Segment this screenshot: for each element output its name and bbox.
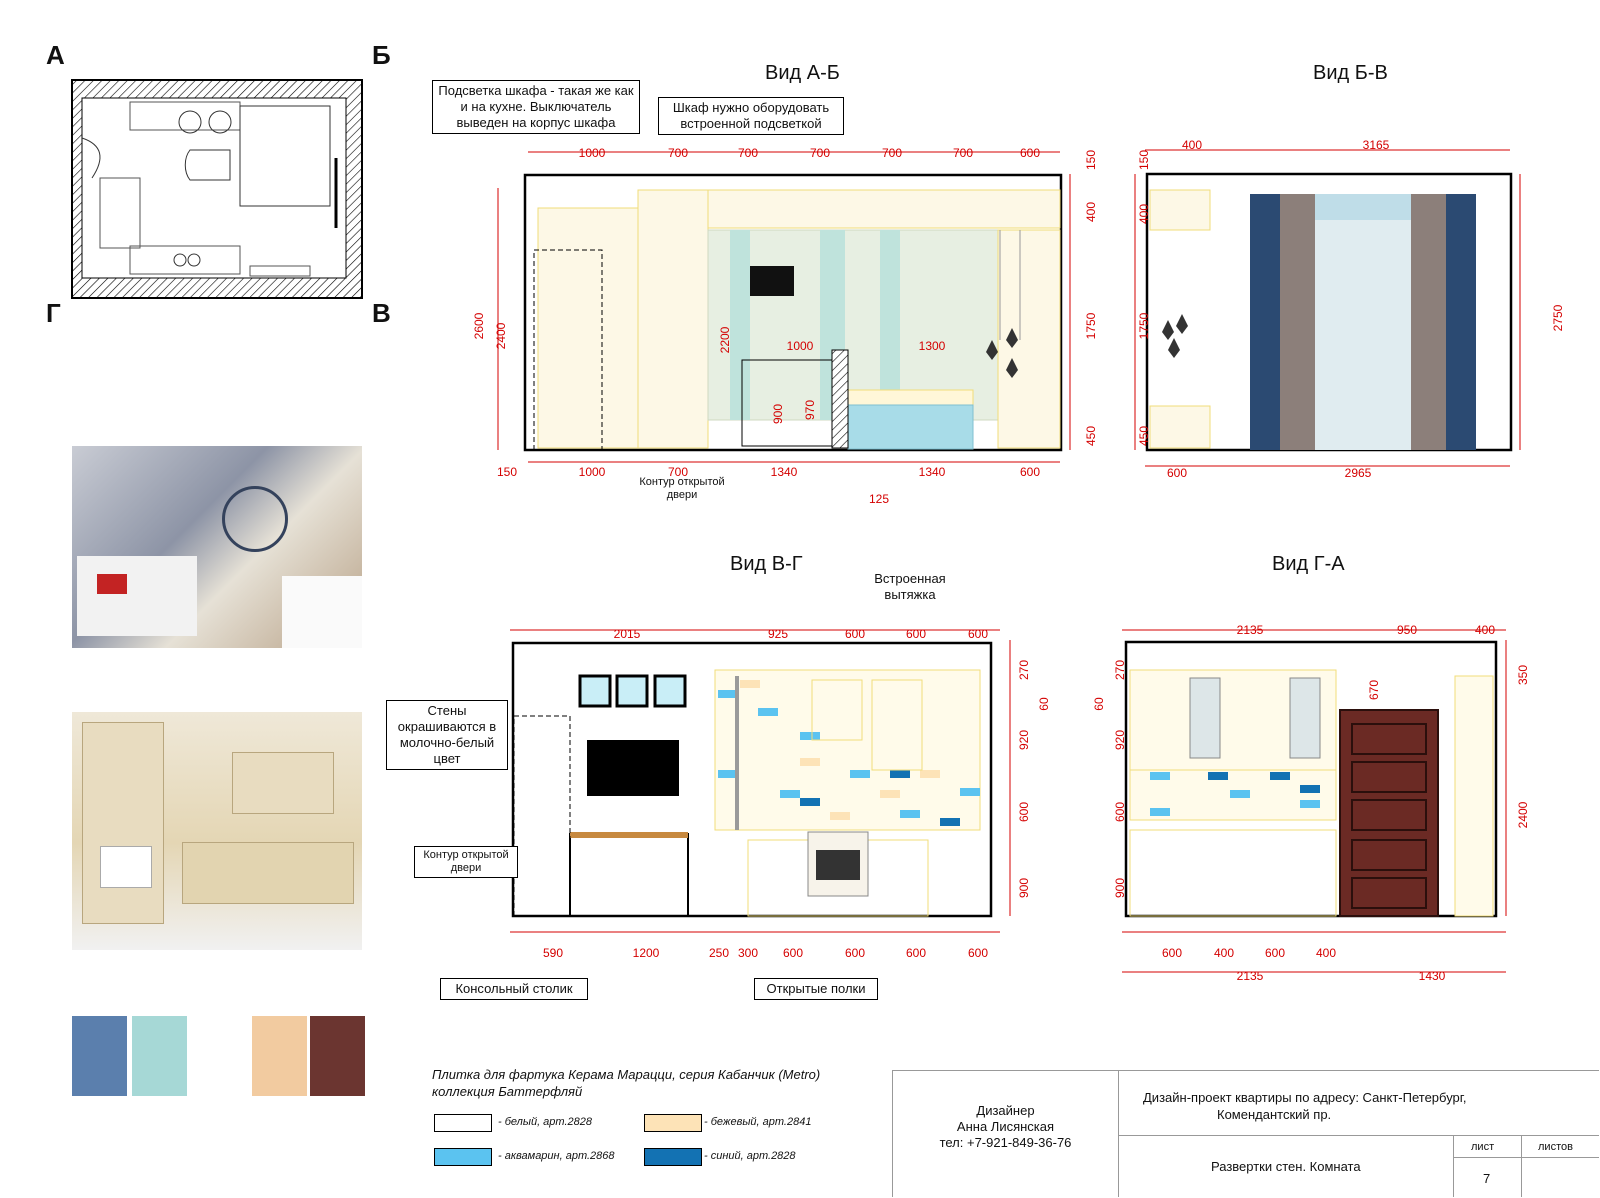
corner-label-a: А: [46, 40, 65, 70]
dim-ga-bottom2-0: 2135: [1236, 969, 1264, 983]
dim-ab-bottom-2: 700: [667, 465, 689, 479]
dim-vg-top-4: 600: [967, 627, 989, 641]
dim-vg-right-0: 270: [1017, 659, 1031, 681]
dim-vg-bottom-3: 300: [737, 946, 759, 960]
dim-ga-top-1: 950: [1396, 623, 1418, 637]
dim-vg-right-2: 920: [1017, 729, 1031, 751]
dim-ga-top-0: 2135: [1236, 623, 1264, 637]
dim-bv-bottom-0: 600: [1166, 466, 1188, 480]
dim-ab-inner-0: 1000: [786, 339, 814, 353]
designer-role: Дизайнер: [976, 1103, 1035, 1118]
dim-ga-left-2: 920: [1113, 729, 1127, 751]
dim-ga-top-2: 400: [1474, 623, 1496, 637]
dim-vg-bottom-4: 600: [782, 946, 804, 960]
dim-ab-bottom-4: 1340: [918, 465, 946, 479]
callout-open-shelves: Открытые полки: [754, 978, 878, 1000]
dim-bv-left-2: 1750: [1137, 312, 1151, 340]
legend-label-beige: - бежевый, арт.2841: [704, 1116, 812, 1128]
dim-vg-top-1: 925: [767, 627, 789, 641]
dim-vg-bottom-5: 600: [844, 946, 866, 960]
dim-bv-right-0: 2750: [1551, 304, 1565, 332]
dim-ab-left-0: 2600: [472, 312, 486, 340]
dim-bv-top-1: 3165: [1362, 138, 1390, 152]
dim-ga-bottom-1: 400: [1213, 946, 1235, 960]
dim-ga-bottom-0: 600: [1161, 946, 1183, 960]
dim-ab-left-2: 2200: [718, 326, 732, 354]
dim-ab-right-3: 450: [1084, 425, 1098, 447]
dim-ab-inner-v-1: 970: [803, 399, 817, 421]
dim-vg-top-3: 600: [905, 627, 927, 641]
dim-ga-left-0: 270: [1113, 659, 1127, 681]
project-line-1: Дизайн-проект квартиры по адресу: Санкт-Петербург,: [1143, 1090, 1467, 1105]
dim-ab-inner-1: 1300: [918, 339, 946, 353]
callout-door-contour-ab: Контур открытой двери: [639, 476, 725, 501]
dim-ga-left-3: 600: [1113, 801, 1127, 823]
dim-ab-top-5: 700: [952, 146, 974, 160]
callout-hood: Встроенная вытяжка: [874, 571, 946, 602]
project-line-2: Комендантский пр.: [1217, 1107, 1332, 1122]
dim-ab-top-0: 1000: [578, 146, 606, 160]
sheet-label: лист: [1471, 1141, 1495, 1153]
dim-ab-125-0: 125: [868, 492, 890, 506]
view-title-ab: Вид А-Б: [765, 62, 840, 84]
legend-label-blue: - синий, арт.2828: [704, 1150, 796, 1162]
dim-vg-bottom-2: 250: [708, 946, 730, 960]
dim-vg-right-3: 600: [1017, 801, 1031, 823]
dim-vg-right-4: 900: [1017, 877, 1031, 899]
callout-wardrobe-builtin: Шкаф нужно оборудовать встроенной подсветкой: [658, 97, 844, 135]
dim-ga-left-4: 900: [1113, 877, 1127, 899]
dim-ab-bottom-5: 600: [1019, 465, 1041, 479]
dim-ab-inner-v-0: 900: [771, 403, 785, 425]
dim-bv-left-0: 150: [1137, 149, 1151, 171]
dim-ab-right-2: 1750: [1084, 312, 1098, 340]
dim-vg-top-2: 600: [844, 627, 866, 641]
dim-ga-bottom-2: 600: [1264, 946, 1286, 960]
designer-phone: тел: +7-921-849-36-76: [939, 1135, 1072, 1150]
dim-ga-bottom-3: 400: [1315, 946, 1337, 960]
dim-vg-bottom-7: 600: [967, 946, 989, 960]
dim-ab-top-3: 700: [809, 146, 831, 160]
dim-bv-top-0: 400: [1181, 138, 1203, 152]
dim-bv-bottom-1: 2965: [1344, 466, 1372, 480]
dim-vg-bottom-0: 590: [542, 946, 564, 960]
legend-label-aquamarine: - аквамарин, арт.2868: [498, 1150, 615, 1162]
dim-bv-left-3: 450: [1137, 425, 1151, 447]
dim-vg-bottom-1: 1200: [632, 946, 660, 960]
dim-ab-right-0: 150: [1084, 149, 1098, 171]
dim-ga-bottom2-1: 1430: [1418, 969, 1446, 983]
view-title-bv: Вид Б-В: [1313, 62, 1388, 84]
sheets-label: листов: [1538, 1141, 1573, 1153]
dim-ab-bottom-3: 1340: [770, 465, 798, 479]
sheet-title: Развертки стен. Комната: [1211, 1159, 1361, 1174]
dim-vg-right-1: 60: [1037, 697, 1051, 711]
corner-label-v: В: [372, 298, 391, 328]
dim-ab-top-2: 700: [737, 146, 759, 160]
dim-ab-top-1: 700: [667, 146, 689, 160]
dim-ab-left-1: 2400: [494, 322, 508, 350]
designer-name: Анна Лисянская: [956, 1119, 1055, 1134]
dim-bv-left-1: 400: [1137, 203, 1151, 225]
corner-label-g: Г: [46, 298, 61, 328]
legend-title-line2: коллекция Баттерфляй: [432, 1084, 583, 1099]
view-title-vg: Вид В-Г: [730, 553, 803, 575]
dim-ab-bottom-1: 1000: [578, 465, 606, 479]
dim-ga-right-2: 2400: [1516, 801, 1530, 829]
callout-wardrobe-light: Подсветка шкафа - такая же как и на кухне. Выключатель выведен на корпус шкафа: [432, 80, 640, 134]
callout-walls-paint: Стены окрашиваются в молочно-белый цвет: [386, 700, 508, 770]
legend-label-white: - белый, арт.2828: [498, 1116, 592, 1128]
dim-ab-right-1: 400: [1084, 201, 1098, 223]
dim-vg-bottom-6: 600: [905, 946, 927, 960]
dim-ab-top-4: 700: [881, 146, 903, 160]
dim-vg-top-0: 2015: [613, 627, 641, 641]
corner-label-b: Б: [372, 40, 391, 70]
sheet-number: 7: [1483, 1171, 1491, 1186]
dim-ga-right-0: 350: [1516, 664, 1530, 686]
dim-ga-right-1: 670: [1367, 679, 1381, 701]
callout-console-table: Консольный столик: [440, 978, 588, 1000]
legend-title-line1: Плитка для фартука Керама Марацци, серия Кабанчик (Metro): [432, 1067, 821, 1082]
dim-ga-left-1: 60: [1092, 697, 1106, 711]
dim-ab-top-6: 600: [1019, 146, 1041, 160]
dim-ab-bottom-0: 150: [496, 465, 518, 479]
callout-door-contour-vg: Контур открытой двери: [414, 846, 518, 878]
view-title-ga: Вид Г-А: [1272, 553, 1345, 575]
